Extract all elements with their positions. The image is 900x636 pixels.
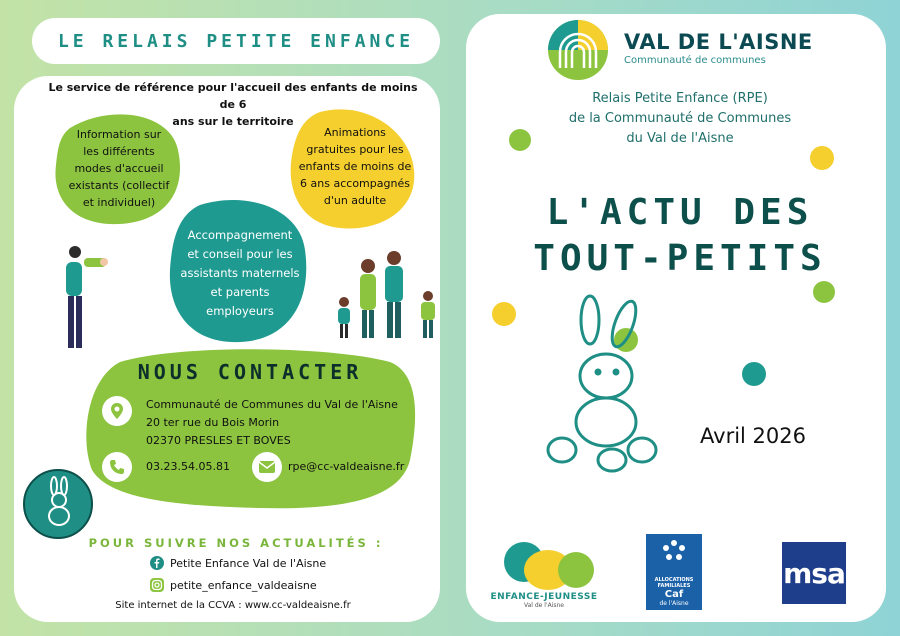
decor-dot-2 <box>810 146 834 170</box>
decor-dot-3 <box>813 281 835 303</box>
bunny-illustration <box>548 296 656 471</box>
caf-logo: ALLOCATIONS FAMILIALES Caf de l'Aisne <box>646 534 702 610</box>
brand-subtitle: Communauté de communes <box>624 55 766 66</box>
animations-text: Animations gratuites pour les enfants de moins de 6 ans accompagnés d'un adulte <box>298 126 412 207</box>
right-decor <box>466 14 886 622</box>
bunny-badge <box>24 470 92 538</box>
phone-icon <box>102 452 132 482</box>
contact-address: Communauté de Communes du Val de l'Aisne 20 ter rue du Bois Morin 02370 PRESLES ET BOVES <box>146 398 398 447</box>
brand-name: VAL DE L'AISNE <box>624 30 813 54</box>
contact-title: NOUS CONTACTER <box>137 360 363 384</box>
parent-baby-illustration <box>66 246 108 348</box>
facebook-icon <box>150 556 164 570</box>
msa-logo: msa <box>782 542 846 604</box>
instagram-link[interactable]: petite_enfance_valdeaisne <box>150 578 317 592</box>
family-illustration <box>338 251 435 338</box>
left-title: LE RELAIS PETITE ENFANCE <box>57 30 415 52</box>
caf-icon <box>659 538 689 562</box>
instagram-icon <box>150 578 164 592</box>
contact-email[interactable]: rpe@cc-valdeaisne.fr <box>288 460 405 473</box>
decor-dot-4 <box>492 302 516 326</box>
website-line[interactable]: Site internet de la CCVA : www.cc-valdeaisne.fr <box>115 600 351 611</box>
info-text: Information sur les différents modes d'accueil existants (collectif et individuel) <box>68 128 170 209</box>
facebook-link[interactable]: Petite Enfance Val de l'Aisne <box>150 556 326 570</box>
email-icon <box>252 452 282 482</box>
support-text: Accompagnement et conseil pour les assistants maternels et parents employeurs <box>180 228 300 318</box>
follow-title: POUR SUIVRE NOS ACTUALITÉS : <box>88 536 384 550</box>
contact-phone[interactable]: 03.23.54.05.81 <box>146 460 230 473</box>
rpe-title: Relais Petite Enfance (RPE) de la Communauté de Communes du Val de l'Aisne <box>568 91 792 146</box>
enfance-jeunesse-logo: ENFANCE-JEUNESSE Val de l'Aisne <box>490 592 598 609</box>
decor-dot-1 <box>508 129 531 151</box>
issue-date: Avril 2026 <box>700 424 806 448</box>
enfance-jeunesse-logo-icon <box>504 542 594 590</box>
headline: L'ACTU DES TOUT-PETITS <box>533 192 827 279</box>
intro-text: Le service de référence pour l'accueil des enfants de moins de 6 ans sur le territoire <box>48 81 418 128</box>
decor-dot-6 <box>742 362 766 386</box>
location-icon <box>102 396 132 426</box>
